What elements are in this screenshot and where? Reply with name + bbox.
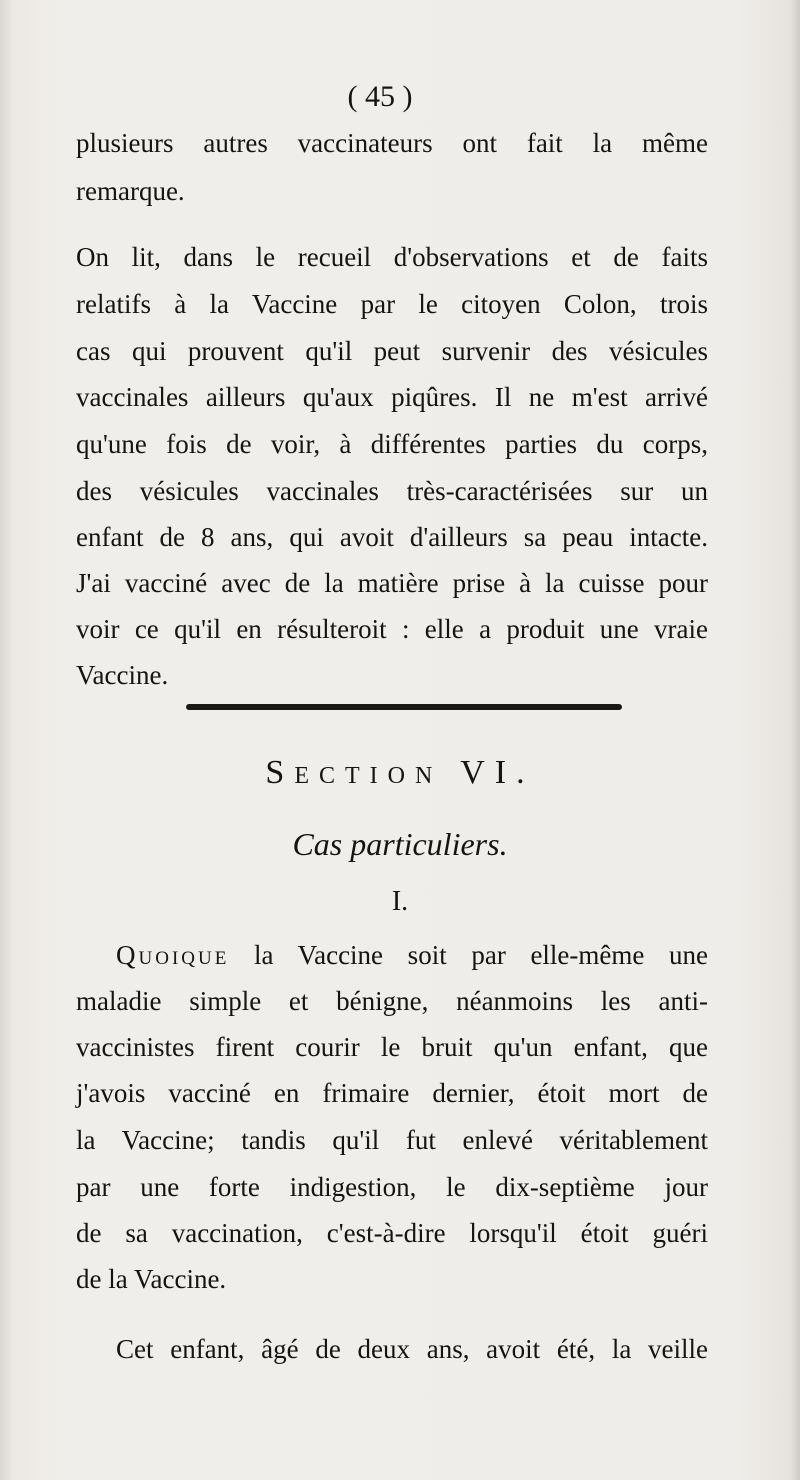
text-line: remarque.	[76, 176, 185, 206]
text-line: cas qui prouvent qu'il peut survenir des vésicules	[76, 336, 708, 366]
text-line: qu'une fois de voir, à différentes parties du corps,	[76, 429, 708, 459]
text-line: On lit, dans le recueil d'observations et de faits	[76, 242, 708, 272]
text-line: de sa vaccination, c'est-à-dire lorsqu'il étoit guéri	[76, 1218, 708, 1248]
text-line: maladie simple et bénigne, néanmoins les anti-	[76, 986, 708, 1016]
section-heading: Section VI.	[265, 754, 535, 791]
text-line: par une forte indigestion, le dix-septième jour	[76, 1172, 708, 1202]
subsection-numeral: I.	[391, 886, 409, 917]
text-line: Cet enfant, âgé de deux ans, avoit été, la veille	[116, 1334, 708, 1364]
section-divider	[186, 704, 622, 710]
text-line: de la Vaccine.	[76, 1264, 227, 1294]
text-line: la Vaccine; tandis qu'il fut enlevé véritablement	[76, 1125, 708, 1155]
text-line: vaccinales ailleurs qu'aux piqûres. Il ne m'est arrivé	[76, 382, 708, 412]
text-line: relatifs à la Vaccine par le citoyen Colon, trois	[76, 289, 708, 319]
text-line: enfant de 8 ans, qui avoit d'ailleurs sa peau intacte.	[76, 522, 708, 552]
text-line-first	[116, 938, 708, 972]
section-subheading: Cas particuliers.	[292, 826, 508, 862]
text-line: j'avois vacciné en frimaire dernier, étoit mort de	[76, 1078, 708, 1108]
text-line: voir ce qu'il en résulteroit : elle a produit une vraie	[76, 614, 708, 644]
text-line: J'ai vacciné avec de la matière prise à la cuisse pour	[76, 568, 708, 598]
text-line: plusieurs autres vaccinateurs ont fait la même	[76, 128, 708, 158]
drop-word: Quoique	[116, 940, 230, 970]
page-number: ( 45 )	[347, 80, 413, 113]
text-line-rest: la Vaccine soit par elle-même une	[229, 940, 708, 970]
text-line: des vésicules vaccinales très-caractérisées sur un	[76, 476, 708, 506]
text-line: vaccinistes firent courir le bruit qu'un enfant, que	[76, 1032, 708, 1062]
text-line: Vaccine.	[76, 660, 169, 690]
